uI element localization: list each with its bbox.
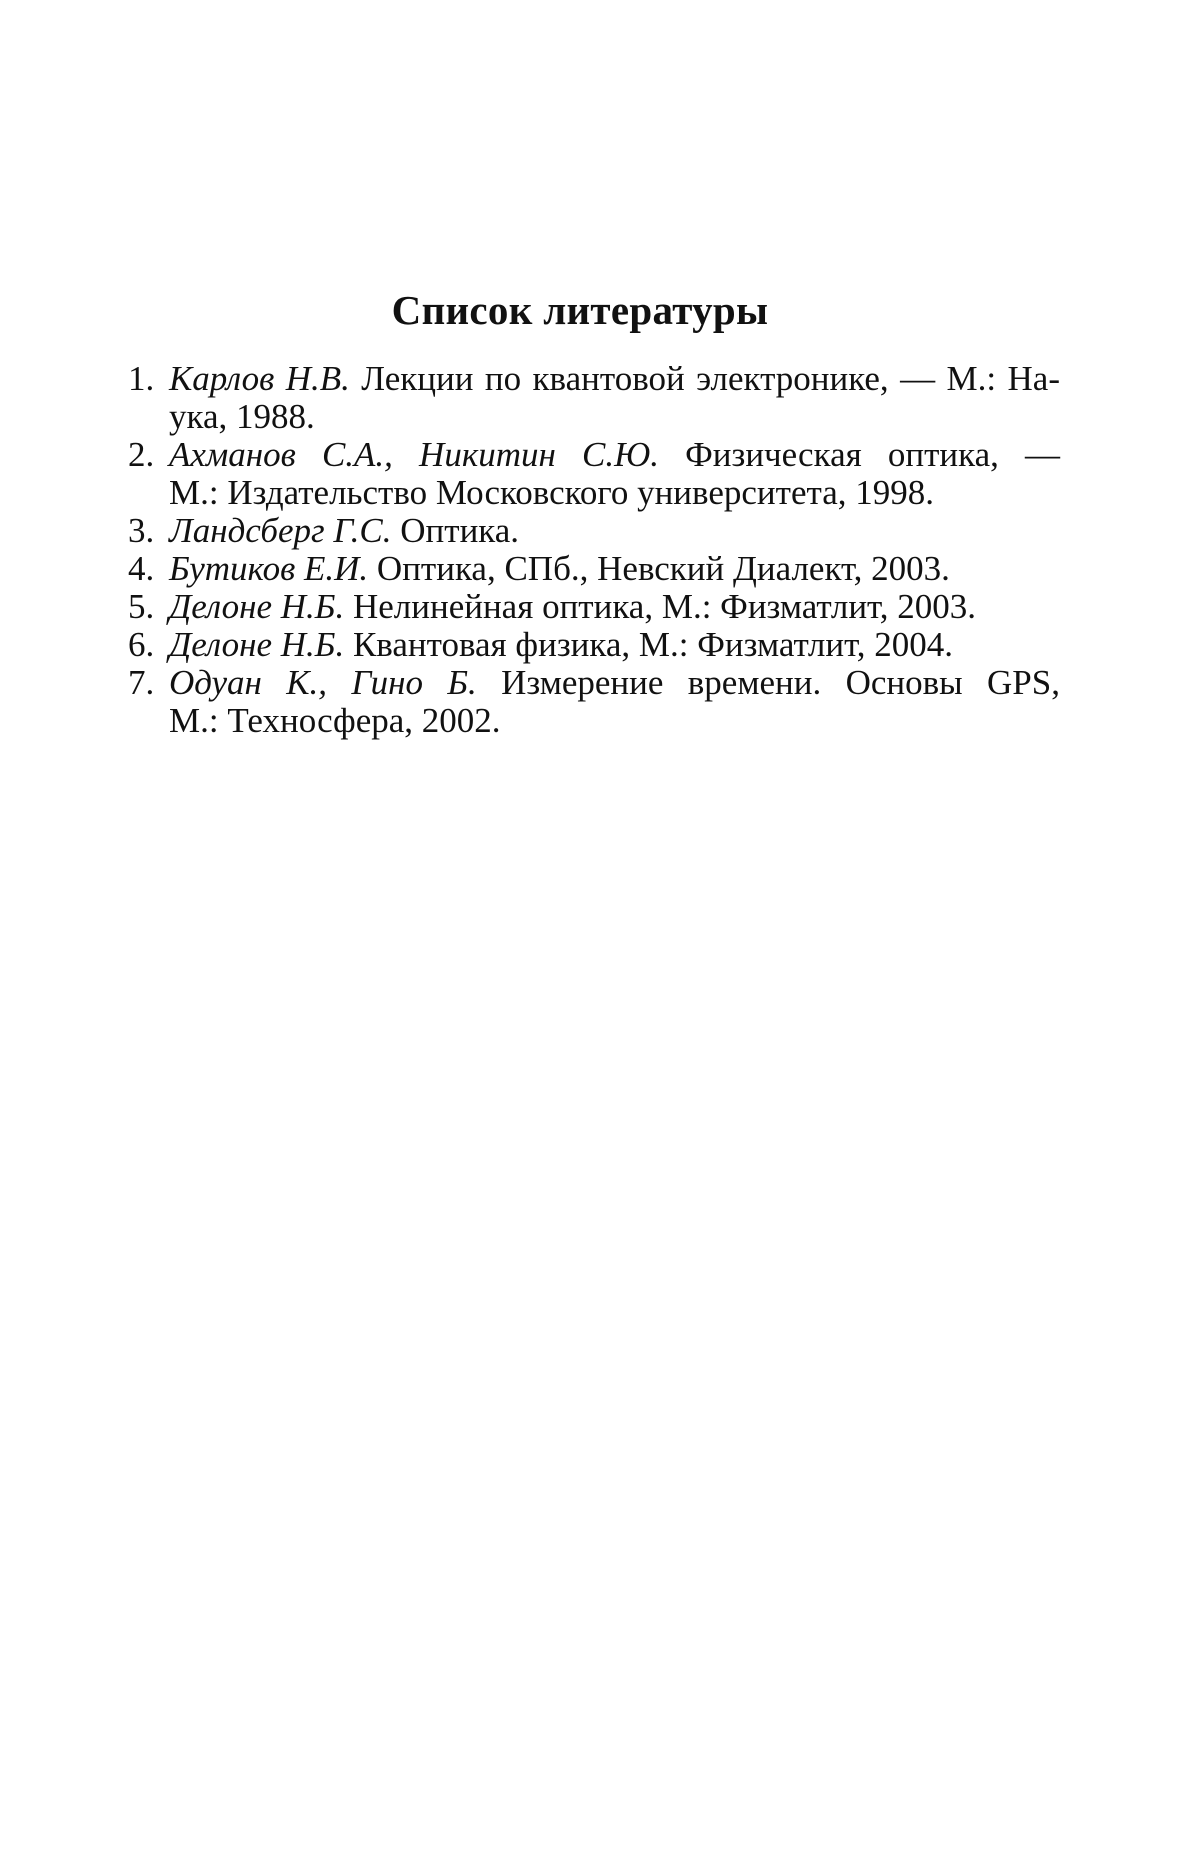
item-number: 7.	[128, 663, 155, 702]
list-item	[128, 588, 1060, 626]
item-line	[169, 512, 1060, 550]
item-number: 4.	[128, 549, 155, 588]
item-author: Делоне Н.Б.	[169, 587, 345, 626]
item-text: Нелинейная оптика, М.: Физматлит, 2003.	[344, 587, 976, 626]
item-text: Оптика.	[391, 511, 520, 550]
reference-list	[128, 360, 1060, 740]
item-text: Физическая оптика, —	[658, 435, 1060, 474]
list-item	[128, 550, 1060, 588]
item-author: Ландсберг Г.С.	[169, 511, 392, 550]
item-author: Ахманов С.А., Никитин С.Ю.	[169, 435, 659, 474]
list-item	[128, 512, 1060, 550]
item-text: Квантовая физика, М.: Физматлит, 2004.	[344, 625, 954, 664]
item-line: ука, 1988.	[169, 397, 315, 436]
item-text: Измерение времени. Основы GPS,	[476, 663, 1060, 702]
item-line	[169, 626, 1060, 664]
item-number: 2.	[128, 435, 155, 474]
item-line	[169, 550, 1060, 588]
list-item	[128, 664, 1060, 740]
item-author: Бутиков Е.И.	[169, 549, 369, 588]
item-text: Лекции по квантовой электронике, — М.: На-	[349, 359, 1060, 398]
item-text: Оптика, СПб., Невский Диалект, 2003.	[368, 549, 950, 588]
item-number: 3.	[128, 511, 155, 550]
item-line: М.: Издательство Московского университета, 1998.	[169, 473, 934, 512]
item-number: 5.	[128, 587, 155, 626]
item-number: 1.	[128, 359, 155, 398]
item-author: Карлов Н.В.	[169, 359, 350, 398]
item-author: Одуан К., Гино Б.	[169, 663, 477, 702]
list-item	[128, 360, 1060, 436]
item-line: М.: Техносфера, 2002.	[169, 701, 501, 740]
item-line	[169, 588, 1060, 626]
item-line	[169, 664, 1060, 702]
list-item	[128, 626, 1060, 664]
item-number: 6.	[128, 625, 155, 664]
item-line	[169, 436, 1060, 474]
list-item	[128, 436, 1060, 512]
page-title: Список литературы	[391, 287, 769, 333]
item-line	[169, 360, 1060, 398]
item-author: Делоне Н.Б.	[169, 625, 345, 664]
